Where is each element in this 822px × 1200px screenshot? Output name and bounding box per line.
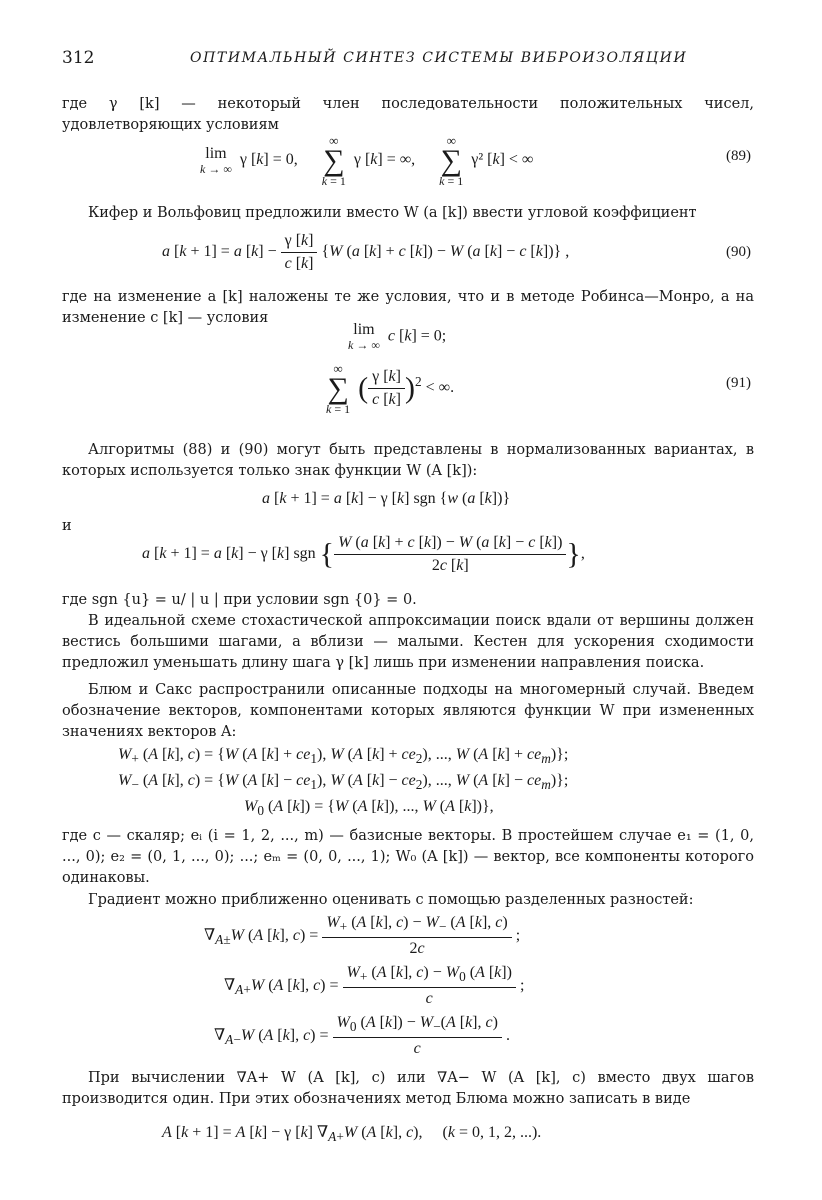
paragraph-10: Градиент можно приближенно оценивать с помощью разделенных разностей: [88, 892, 694, 908]
equation-blum-method: A [k + 1] = A [k] − γ [k] $\nabla_{A+}W$ (A [k], c), (k = 0, 1, 2, ...). [162, 1124, 542, 1145]
paragraph-5: и [62, 518, 72, 534]
paragraph-11: При вычислении ∇A+ W (A [k], c) или ∇A− W (A [k], c) вместо двух шагов производится один. При этих обозначениях метод Блюма можно записать в виде [62, 1070, 754, 1107]
equation-gradient-minus: $\nabla_{A-}W$ (A [k], c) = $\frac{W_0 (A [k]) - W_-(A [k], c)}{c}$ . [214, 1014, 510, 1058]
equation-number-89: (89) [726, 148, 751, 164]
equation-normalized-1: a [k + 1] = a [k] − γ [k] sgn {w (a [k])} [262, 490, 511, 507]
paragraph-7: В идеальной схеме стохастической аппроксимации поиск вдали от вершины должен вестись большими шагами, а вблизи — малыми. Кестен для ускорения сходимости предложил уменьшать длину шага γ [k] лишь при изменении направления поиска. [62, 613, 754, 671]
equation-89: lim k → ∞ γ [k] = 0, ∞ ∑ k = 1 γ [k] = ∞, ∞ ∑ k = 1 γ² [k] < ∞ [200, 133, 534, 188]
paragraph-2: Кифер и Вольфовиц предложили вместо W (a [k]) ввести угловой коэффициент [88, 205, 697, 221]
paragraph-4: Алгоритмы (88) и (90) могут быть представлены в нормализованных вариантах, в которых используется только знак функции W (A [k]): [62, 442, 754, 479]
equation-91-limit: lim k → ∞ c [k] = 0; [348, 321, 447, 352]
paragraph-8: Блюм и Сакс распространили описанные подходы на многомерный случай. Введем обозначение векторов, компонентами которых являются функции W при измененных значениях векторов A: [62, 682, 754, 740]
equation-w-plus: $W_+$ (A [k], c) = {W (A $[k] + ce_1$), W (A $[k] + ce_2$), ..., W (A $[k] + ce_m$)}; [118, 746, 569, 767]
page-number: 312 [62, 48, 95, 68]
paragraph-3: где на изменение a [k] наложены те же условия, что и в методе Робинса—Монро, а на изменение c [k] — условия [62, 289, 754, 326]
equation-91-sum: ∞ ∑ k = 1 ( $\frac{\gamma [k]}{c [k]}$ )$^2$ < ∞. [326, 361, 455, 416]
paragraph-6: где sgn {u} = u/ | u | при условии sgn {0} = 0. [62, 592, 417, 608]
page-header [62, 44, 762, 74]
equation-gradient-plus-minus: $\nabla_{A\pm}W$ (A [k], c) = $\frac{W_+ (A [k], c) - W_- (A [k], c)}{2c}$ ; [204, 914, 521, 958]
equation-gradient-plus: $\nabla_{A+}W$ (A [k], c) = $\frac{W_+ (A [k], c) - W_0 (A [k])}{c}$ ; [224, 964, 525, 1008]
equation-number-90: (90) [726, 244, 751, 260]
equation-w-zero: $W_0$ (A [k]) = {W (A [k]), ..., W (A [k])}, [244, 798, 494, 819]
equation-90: a [k + 1] = a [k] − $\frac{\gamma [k]}{c [k]}$ {W (a [k] + c [k]) − W (a [k] − c [k])} , [162, 232, 570, 272]
paragraph-9: где c — скаляр; eᵢ (i = 1, 2, ..., m) — базисные векторы. В простейшем случае e₁ = (1, 0, ..., 0); e₂ = (0, 1, ..., 0); ...; eₘ = (0, 0, ..., 1); W₀ (A [k]) — вектор, все компоненты которого одинаковы. [62, 828, 754, 886]
running-title: ОПТИМАЛЬНЫЙ СИНТЕЗ СИСТЕМЫ ВИБРОИЗОЛЯЦИИ [190, 50, 688, 66]
equation-w-minus: $W_-$ (A [k], c) = {W (A $[k] - ce_1$), W (A $[k] - ce_2$), ..., W (A $[k] - ce_m$)}; [118, 772, 569, 793]
paragraph-1: где γ [k] — некоторый член последовательности положительных чисел, удовлетворяющих условиям [62, 96, 754, 133]
equation-normalized-2: a [k + 1] = a [k] − γ [k] sgn { $\frac{W (a [k] + c [k]) - W (a [k] - c [k])}{2c [k]}$ }, [142, 534, 585, 574]
equation-number-91: (91) [726, 375, 751, 391]
